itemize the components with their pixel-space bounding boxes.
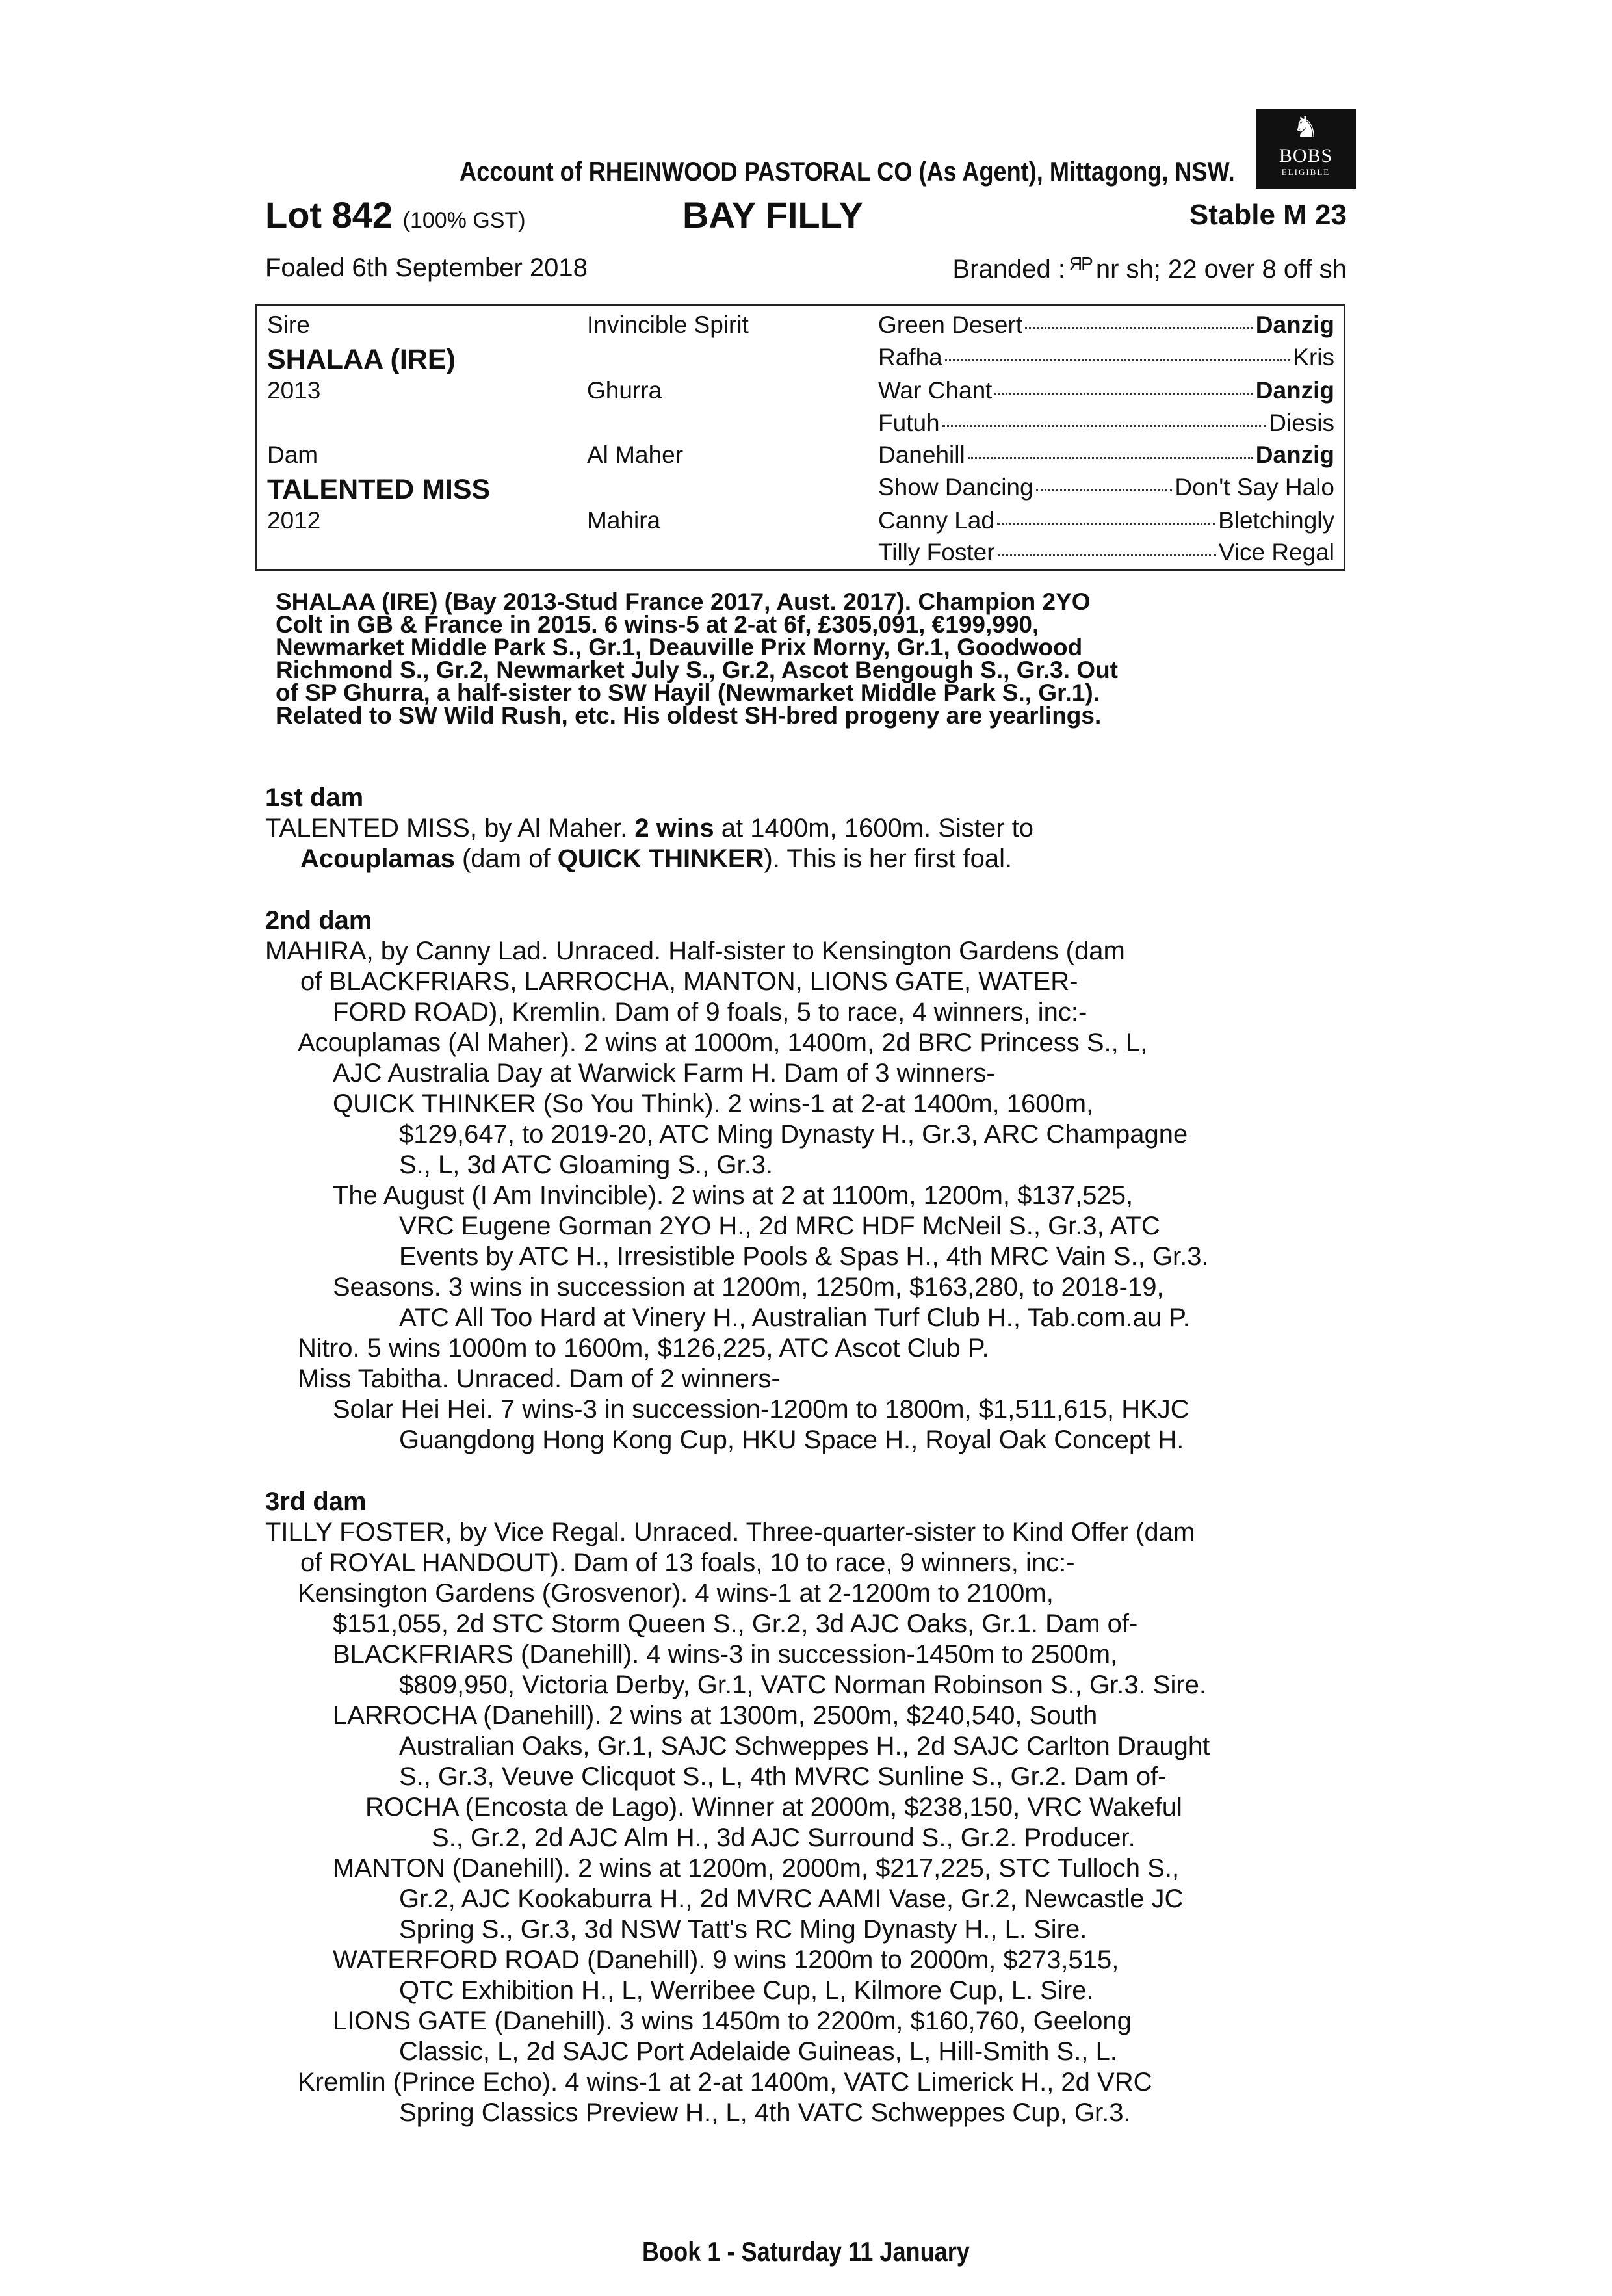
dam-name: TALENTED MISS: [267, 474, 491, 505]
pedigree-line: Guangdong Hong Kong Cup, HKU Space H., Royal Oak Concept H.: [399, 1426, 1184, 1454]
second-dam-heading: 2nd dam: [265, 906, 372, 935]
pedigree-line: TILLY FOSTER, by Vice Regal. Unraced. Three-quarter-sister to Kind Offer (dam: [265, 1518, 1195, 1546]
pedigree-line: of ROYAL HANDOUT). Dam of 13 foals, 10 to race, 9 winners, inc:-: [300, 1548, 1075, 1577]
lot-description: BAY FILLY: [682, 194, 864, 235]
pedigree-line: $809,950, Victoria Derby, Gr.1, VATC Norman Robinson S., Gr.3. Sire.: [399, 1671, 1207, 1699]
first-dam-section: [265, 783, 1347, 874]
stable-location: Stable M 23: [1189, 199, 1347, 231]
sire-label: Sire: [267, 311, 310, 338]
pedigree-line: Seasons. 3 wins in succession at 1200m, 1250m, $163,280, to 2018-19,: [333, 1273, 1164, 1301]
pedigree-line: S., L, 3d ATC Gloaming S., Gr.3.: [399, 1151, 774, 1179]
pedigree-line: $151,055, 2d STC Storm Queen S., Gr.2, 3d AJC Oaks, Gr.1. Dam of-: [333, 1610, 1138, 1638]
dams-dam: Mahira: [587, 507, 661, 534]
pedigree-line: QUICK THINKER (So You Think). 2 wins-1 at 2-at 1400m, 1600m,: [333, 1089, 1094, 1118]
pedigree-line: MAHIRA, by Canny Lad. Unraced. Half-sister to Kensington Gardens (dam: [265, 937, 1125, 965]
sires-dam: Ghurra: [587, 377, 662, 404]
sire-synopsis: [276, 590, 1342, 727]
sire-year: 2013: [267, 377, 321, 404]
page-footer: Book 1 - Saturday 11 January: [642, 2236, 970, 2267]
pedigree-line: Solar Hei Hei. 7 wins-3 in succession-1200m to 1800m, $1,511,615, HKJC: [333, 1395, 1190, 1424]
pedigree-line: Miss Tabitha. Unraced. Dam of 2 winners-: [298, 1364, 780, 1393]
pedigree-gg-6: Canny Lad Bletchingly: [878, 507, 1334, 534]
sire-name: SHALAA (IRE): [267, 344, 456, 375]
first-dam-line: Acouplamas (dam of QUICK THINKER). This is her first foal.: [300, 844, 1013, 873]
foaled-date: Foaled 6th September 2018: [265, 254, 588, 282]
pedigree-line: Spring S., Gr.3, 3d NSW Tatt's RC Ming Dynasty H., L. Sire.: [399, 1915, 1087, 1944]
pedigree-line: of BLACKFRIARS, LARROCHA, MANTON, LIONS GATE, WATER-: [300, 967, 1078, 996]
synopsis-line: of SP Ghurra, a half-sister to SW Hayil (Newmarket Middle Park S., Gr.1).: [276, 679, 1100, 706]
pedigree-gg-3: Futuh Diesis: [878, 410, 1334, 436]
pedigree-line: S., Gr.2, 2d AJC Alm H., 3d AJC Surround S., Gr.2. Producer.: [432, 1823, 1136, 1852]
pedigree-gg-7: Tilly Foster Vice Regal: [878, 539, 1334, 566]
dam-label: Dam: [267, 441, 318, 468]
synopsis-line: Related to SW Wild Rush, etc. His oldest SH-bred progeny are yearlings.: [276, 702, 1102, 729]
pedigree-line: Gr.2, AJC Kookaburra H., 2d MVRC AAMI Vase, Gr.2, Newcastle JC: [399, 1885, 1184, 1913]
third-dam-heading: 3rd dam: [265, 1487, 367, 1516]
synopsis-line: SHALAA (IRE) (Bay 2013-Stud France 2017, Aust. 2017). Champion 2YO: [276, 588, 1091, 615]
logo-subtext: ELIGIBLE: [1281, 167, 1331, 177]
pedigree-line: Kensington Gardens (Grosvenor). 4 wins-1 at 2-1200m to 2100m,: [298, 1579, 1054, 1608]
first-dam-line: TALENTED MISS, by Al Maher. 2 wins at 1400m, 1600m. Sister to: [265, 814, 1034, 842]
vendor-account: Account of RHEINWOOD PASTORAL CO (As Agent), Mittagong, NSW.: [460, 156, 1235, 187]
pedigree-line: Events by ATC H., Irresistible Pools & Spas H., 4th MRC Vain S., Gr.3.: [399, 1242, 1209, 1271]
pedigree-gg-1: Rafha Kris: [878, 344, 1334, 371]
pedigree-line: Acouplamas (Al Maher). 2 wins at 1000m, 1400m, 2d BRC Princess S., L,: [298, 1028, 1148, 1057]
lot-number: Lot 842 (100% GST): [265, 194, 526, 235]
pedigree-line: ROCHA (Encosta de Lago). Winner at 2000m, $238,150, VRC Wakeful: [365, 1793, 1182, 1821]
pedigree-line: S., Gr.3, Veuve Clicquot S., L, 4th MVRC Sunline S., Gr.2. Dam of-: [399, 1762, 1167, 1791]
third-dam-section: [265, 1487, 1347, 2128]
pedigree-line: Classic, L, 2d SAJC Port Adelaide Guineas, L, Hill-Smith S., L.: [399, 2037, 1117, 2066]
pedigree-gg-5: Show Dancing Don't Say Halo: [878, 474, 1334, 501]
pedigree-line: Spring Classics Preview H., L, 4th VATC Schweppes Cup, Gr.3.: [399, 2098, 1131, 2127]
pedigree-line: LIONS GATE (Danehill). 3 wins 1450m to 2200m, $160,760, Geelong: [333, 2007, 1132, 2035]
pedigree-line: BLACKFRIARS (Danehill). 4 wins-3 in succession-1450m to 2500m,: [333, 1640, 1118, 1669]
gst-note: (100% GST): [402, 208, 526, 233]
logo-text: BOBS: [1279, 145, 1333, 166]
sires-sire: Invincible Spirit: [587, 311, 749, 338]
horse-icon: ♞: [1292, 111, 1320, 144]
pedigree-table: [255, 304, 1346, 571]
second-dam-section: [265, 906, 1347, 1455]
synopsis-line: Richmond S., Gr.2, Newmarket July S., Gr.2, Ascot Bengough S., Gr.3. Out: [276, 657, 1118, 683]
pedigree-line: Kremlin (Prince Echo). 4 wins-1 at 2-at 1400m, VATC Limerick H., 2d VRC: [298, 2068, 1152, 2096]
pedigree-line: QTC Exhibition H., L, Werribee Cup, L, Kilmore Cup, L. Sire.: [399, 1976, 1094, 2005]
pedigree-line: The August (I Am Invincible). 2 wins at 2 at 1100m, 1200m, $137,525,: [333, 1181, 1134, 1210]
brand-mark: ЯP: [1069, 254, 1092, 274]
pedigree-line: FORD ROAD), Kremlin. Dam of 9 foals, 5 to race, 4 winners, inc:-: [333, 998, 1087, 1026]
synopsis-line: Colt in GB & France in 2015. 6 wins-5 at 2-at 6f, £305,091, €199,990,: [276, 611, 1039, 638]
lot-header: [265, 194, 1347, 239]
pedigree-gg-0: Green Desert Danzig: [878, 311, 1334, 338]
brand-info: Branded : ЯP nr sh; 22 over 8 off sh: [952, 254, 1347, 283]
pedigree-line: LARROCHA (Danehill). 2 wins at 1300m, 2500m, $240,540, South: [333, 1701, 1098, 1730]
dams-sire: Al Maher: [587, 441, 684, 468]
synopsis-line: Newmarket Middle Park S., Gr.1, Deauville Prix Morny, Gr.1, Goodwood: [276, 634, 1083, 660]
foaling-row: [265, 254, 1347, 299]
pedigree-line: Australian Oaks, Gr.1, SAJC Schweppes H., 2d SAJC Carlton Draught: [399, 1732, 1210, 1760]
pedigree-line: Nitro. 5 wins 1000m to 1600m, $126,225, ATC Ascot Club P.: [298, 1334, 989, 1363]
first-dam-heading: 1st dam: [265, 783, 364, 812]
dam-year: 2012: [267, 507, 321, 534]
pedigree-gg-4: Danehill Danzig: [878, 441, 1334, 468]
pedigree-line: $129,647, to 2019-20, ATC Ming Dynasty H., Gr.3, ARC Champagne: [399, 1120, 1188, 1149]
bobs-eligible-logo: [1256, 109, 1356, 189]
pedigree-gg-2: War Chant Danzig: [878, 377, 1334, 404]
pedigree-line: VRC Eugene Gorman 2YO H., 2d MRC HDF McNeil S., Gr.3, ATC: [399, 1212, 1160, 1240]
pedigree-line: ATC All Too Hard at Vinery H., Australian Turf Club H., Tab.com.au P.: [399, 1303, 1190, 1332]
pedigree-line: WATERFORD ROAD (Danehill). 9 wins 1200m to 2000m, $273,515,: [333, 1946, 1119, 1974]
pedigree-line: MANTON (Danehill). 2 wins at 1200m, 2000m, $217,225, STC Tulloch S.,: [333, 1854, 1180, 1883]
pedigree-line: AJC Australia Day at Warwick Farm H. Dam of 3 winners-: [333, 1059, 995, 1088]
